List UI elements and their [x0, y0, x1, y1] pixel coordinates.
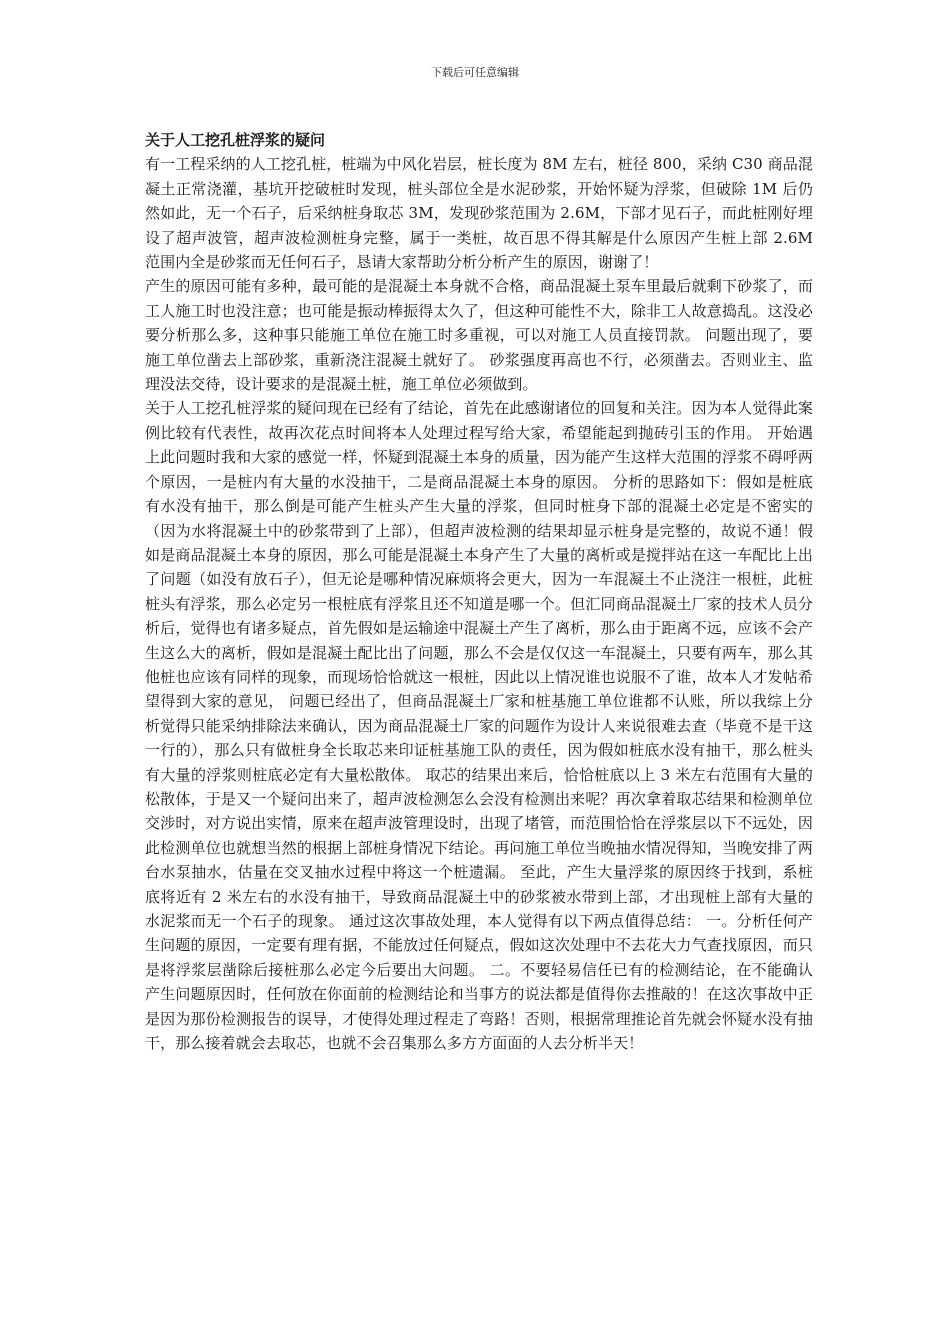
reply-paragraph: 产生的原因可能有多种，最可能的是混凝土本身就不合格，商品混凝土泵车里最后就剩下砂浆了，而工人施工时也没注意；也可能是振动棒振得太久了，但这种可能性不大，除非工人故意捣乱。这没必要分析那么多，这种事只能施工单位在施工时多重视，可以对施工人员直接罚款。 问题出现了，要施工单位凿去上部砂浆，重新浇注混凝土就好了。 砂浆强度再高也不行，必须凿去。否则业主、监理没法交待，设计要求的是混凝土桩，施工单位必须做到。: [145, 277, 813, 394]
document-body: [145, 128, 813, 1055]
question-paragraph: 有一工程采纳的人工挖孔桩，桩端为中风化岩层，桩长度为 8M 左右，桩径 800，采纳 C30 商品混凝土正常浇灌，基坑开挖破桩时发现，桩头部位全是水泥砂浆，开始怀疑为浮浆，但破除 1M 后仍然如此，无一个石子，后采纳桩身取芯 3M，发现砂浆范围为 2.6M，下部才见石子，而此桩刚好埋设了超声波管，超声波检测桩身完整，属于一类桩，故百思不得其解是什么原因产生桩上部 2.6M 范围内全是砂浆而无任何石子，恳请大家帮助分析分析产生的原因，谢谢了！: [145, 155, 813, 272]
page-header-note: 下载后可任意编辑: [431, 66, 519, 79]
document-title: 关于人工挖孔桩浮浆的疑问: [145, 131, 326, 149]
conclusion-paragraph: 关于人工挖孔桩浮浆的疑问现在已经有了结论，首先在此感谢诸位的回复和关注。因为本人觉得此案例比较有代表性，故再次花点时间将本人处理过程写给大家，希望能起到抛砖引玉的作用。 开始遇上此问题时我和大家的感觉一样，怀疑到混凝土本身的质量，因为能产生这样大范围的浮浆不碍呼两个原因，一是桩内有大量的水没抽干，二是商品混凝土本身的原因。 分析的思路如下：假如是桩底有水没有抽干，那么倒是可能产生桩头产生大量的浮浆，但同时桩身下部的混凝土必定是不密实的（因为水将混凝土中的砂浆带到了上部），但超声波检测的结果却显示桩身是完整的，故说不通！假如是商品混凝土本身的原因，那么可能是混凝土本身产生了大量的离析或是搅拌站在这一车配比上出了问题（如没有放石子），但无论是哪种情况麻烦将会更大，因为一车混凝土不止浇注一根桩，此桩桩头有浮浆，那么必定另一根桩底有浮浆且还不知道是哪一个。但汇同商品混凝土厂家的技术人员分析后，觉得也有诸多疑点，首先假如是运输途中混凝土产生了离析，那么由于距离不远，应该不会产生这么大的离析，假如是混凝土配比出了问题，那么不会是仅仅这一车混凝土，只要有两车，那么其他桩也应该有同样的现象，而现场恰恰就这一根桩，因此以上情况谁也说服不了谁，故本人才发帖希望得到大家的意见， 问题已经出了，但商品混凝土厂家和桩基施工单位谁都不认账，所以我综上分析觉得只能采纳排除法来确认，因为商品混凝土厂家的问题作为设计人来说很难去查（毕竟不是干这一行的），那么只有做桩身全长取芯来印证桩基施工队的责任，因为假如桩底水没有抽干，那么桩头有大量的浮浆则桩底必定有大量松散体。 取芯的结果出来后，恰恰桩底以上 3 米左右范围有大量的松散体，于是又一个疑问出来了，超声波检测怎么会没有检测出来呢？再次拿着取芯结果和检测单位交涉时，对方说出实情，原来在超声波管理设时，出现了堵管，而范围恰恰在浮浆层以下不远处，因此检测单位也就想当然的根据上部桩身情况下结论。再问施工单位当晚抽水情况得知，当晚安排了两台水泵抽水，估量在交叉抽水过程中将这一个桩遗漏。 至此，产生大量浮浆的原因终于找到，系桩底将近有 2 米左右的水没有抽干，导致商品混凝土中的砂浆被水带到上部，才出现桩上部有大量的水泥浆而无一个石子的现象。 通过这次事故处理，本人觉得有以下两点值得总结： 一。分析任何产生问题的原因，一定要有理有据，不能放过任何疑点，假如这次处理中不去花大力气查找原因，而只是将浮浆层凿除后接桩那么必定今后要出大问题。 二。不要轻易信任已有的检测结论，在不能确认产生问题原因时，任何放在你面前的检测结论和当事方的说法都是值得你去推敲的！在这次事故中正是因为那份检测报告的误导，才使得处理过程走了弯路！否则，根据常理推论首先就会怀疑水没有抽干，那么接着就会去取芯，也就不会召集那么多方方面面的人去分析半天！: [145, 399, 813, 1053]
